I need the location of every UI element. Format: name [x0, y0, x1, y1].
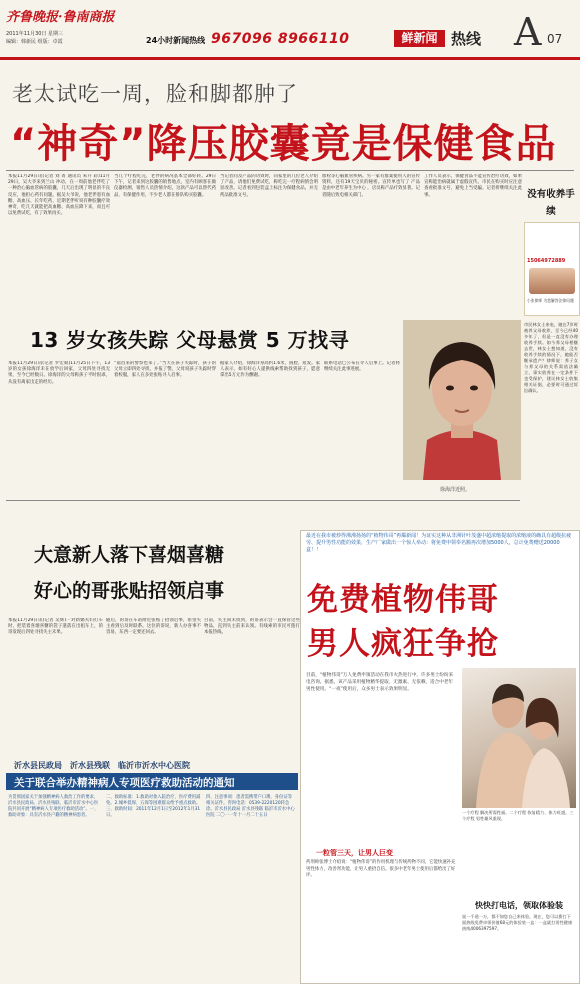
- story1-column-4: 血栓等心脑血管疾病。另一家有群案使用人的宣传资料，还有19天宝贝的秘密。宣传单也写了 产品是由中老年养生为中心 ，店员称产品疗效显著。记者随后致电相关部门。: [322, 174, 420, 198]
- story1-kicker: 老太试吃一周，脸和脚都肿了: [12, 82, 298, 106]
- notice-column-1: 为贯彻国家关于加强精神病人救治工作的要求，沂水县民政局、沂水县残联、临沂市沂水中心医院共同开展“精神病人专项医疗救助活动”。一、救助对象：具有沂水县户籍的精神病患者。: [8, 795, 99, 819]
- notice-organizations: 沂水县民政局 沂水县残联 临沂市沂水中心医院: [14, 761, 190, 770]
- story3-column-3: 目前，失主尚未找到，的哥表示会一直保管这些物品，直到失主前来认领。有线索的市民可拨打本报热线。: [204, 618, 300, 636]
- story1-column-2: 当几个疗程吃完，老伴的病况基本全部好转。29日下午，记者来到这胶囊的销售地点，室内有顾客在做仪器检测，销售人员热情介绍，这款产品可以替代药品，有保健作用，不少老人都在排队购买胶囊。: [114, 174, 216, 198]
- story1-headline: “神奇”降压胶囊竟是保健食品: [10, 121, 557, 167]
- ad-cta-body: 说一千道一万，都不如您自己来体验。现在，您可以拨打下面热线免费申领价值68元的体验装一盒：一盒就打男性健康热线4006397597。: [462, 914, 573, 932]
- story2-column-2: “南昌来的警察也来了。”当天在孩子失踪时，孩子的父母立即四处寻找，并报了警。父母说孩子失踪时穿着校服，家人在多处张贴寻人启事。: [114, 361, 216, 379]
- section-name: 热线: [451, 30, 482, 48]
- story1-column-3: 当记者问及产品的功效时，向家里的几位老人介绍了产品，请他们免费试吃，称吃完一疗程病情会明显改善。记者看到包装盒上标注为保健食品，并无药品批准文号。: [220, 174, 318, 198]
- ad-headline-line2: 男人疯狂争抢: [307, 626, 499, 662]
- missing-girl-photo: [403, 320, 521, 480]
- sidebar-title: 没有收养手续: [527, 189, 575, 217]
- ad-subhead: 一粒管三天，让男人巨变: [316, 849, 393, 857]
- story3-headline-line1: 大意新人落下喜烟喜糖: [34, 544, 225, 566]
- story3-column-1: 本报11月29日讯(记者 吴辉)一对新婚夫妇打车时，把装着喜烟喜糖的袋子遗落在出租车上，的哥发现后四处寻找失主未果。: [8, 618, 103, 636]
- story2-column-1: 本报11月29日讯(记者 罗宏斌)11月25日下午，13岁的女孩徐海洋未在放学后回家，父母四处寻找无果，至今已经数日。徐海洋的父母称孩子平时很乖，从没有离家出走的经历。: [8, 361, 110, 385]
- ad-intro: 最近在我市被炒得沸沸扬扬的“植物伟哥”再爆新闻！为证实这种从非洲针叶茂盛中超浓缩提取的浓缩液的确具有超级抗疲劳、提升男性功能的效果，生产厂家做出一个惊人举动：将免费申领奉名额再次增加5000人，总计免费赠送20000盒！！: [306, 533, 572, 553]
- hotline-number: 967096 8966110: [211, 31, 350, 47]
- notice-title: 关于联合举办精神病人专项医疗救助活动的通知: [14, 777, 235, 789]
- notice-column-3: 四、注意事项：患者需携带户口簿、身份证等相关证件。咨询电话：0539-2220120转急诊。沂水县民政局 沂水县残联 临沂市沂水中心医院 二〇一一年十一月二十五日: [206, 795, 295, 819]
- masthead-rule: [0, 57, 580, 60]
- ad-call-to-action: 快快打电话，领取体验装: [475, 901, 563, 910]
- lawyer-ad-phone: 15064972889: [527, 258, 566, 264]
- ad-couple-photo: [462, 668, 576, 808]
- ad-body-1: 目前，“植物伟哥”万人免费申领活动在我市火热进行中，许多男士纷纷来电咨询。据悉，该产品采用植物精华提取，无激素、无依赖，适合中老年男性使用。“一夜”使用后，众多男士表示效果明显。: [306, 673, 454, 692]
- story1-column-5: 工作人员表示，保健食品不能宣传治疗功效，如果宣称能治病就属于虚假宣传。市民在购买时应注意查看批准文号，避免上当受骗。记者将继续关注此事。: [424, 174, 522, 198]
- story3-column-2: 随后，的哥在车站附近张贴了招领启事，希望失主看到后及时联系。这位的哥说，新人办喜事不容易，东西一定要还回去。: [106, 618, 201, 636]
- lawyer-ad-photo: [529, 268, 575, 294]
- sidebar-body: 市民林女士来电，她在7岁时被养父母收养，至今已经40多年了，但是一直没有办理收养手续。如今养父母相继去世，林女士想知道，没有收养手续的情况下，她能否继承遗产？律师说：养子女与养父母的关系需依法确立，事实收养在一定条件下也受保护，建议林女士收集相关证据，必要时可通过诉讼确认。: [524, 322, 578, 393]
- issue-date: 2011年11月30日 星期三: [6, 31, 64, 37]
- story2-column-3: 据家人介绍，徐海洋身高约1.6米，圆脸，短发。家人表示，如有好心人提供线索帮助找到孩子，愿意拿出5万元作为酬谢。: [220, 361, 320, 379]
- divider: [6, 500, 520, 501]
- portrait-drawing: [403, 320, 521, 480]
- story1-column-1: 本报11月29日讯(记者 刘 菁 通讯员 朱升 彩)11月29日，吴大爷来到兰山 冲动，在一周前他老伴吃了一种治心脑血管病的胶囊，几天后出现了明显的不良反应，他担心药有问题。据吴大爷说，他老伴患有血糖、高血压、长年吃药，近期老伴听说有种胶囊疗效神奇，吃几天就能把高血糖、高血压降下来，而且可以免费试吃，有了效果再买。: [8, 174, 110, 217]
- lawyer-ad-caption: 小张律师 为您解答法律问题: [527, 298, 574, 303]
- editor-credit: 编辑：韩新民 组版：卓霞: [6, 39, 63, 45]
- page-letter: A: [514, 10, 542, 54]
- story3-headline-line2: 好心的哥张贴招领启事: [34, 580, 225, 602]
- ad-body-2: 药剂师张博士介绍说：“植物伟哥”的作用机理与传统药物不同，它能快速补充男性体力，改善肾功能，让男人重拾自信。很多中老年男士使用后都给出了好评。: [306, 860, 456, 879]
- notice-column-2: 二、救助标准：1.救助对象入院治疗，医疗费用减免。2.城乡低保、五保等困难群众给予重点救助。三、救助时间：2011年12月1日至2012年1月31日。: [106, 795, 201, 819]
- ad-headline-line1: 免费植物伟哥: [307, 582, 499, 618]
- ad-treatment-column: 一个疗程 解决所需性福。二个疗程 恢复精力、体力旺盛。三个疗程 男性雄风重现。: [462, 810, 574, 822]
- story2-column-4: 联系电话已公布在寻人启事上。记者将继续关注此事进展。: [324, 361, 400, 373]
- paper-name: 齐鲁晚报·鲁南商报: [6, 10, 115, 25]
- divider: [6, 170, 574, 171]
- photo-caption: 徐海洋近照。: [440, 487, 471, 493]
- couple-drawing: [462, 668, 576, 808]
- story2-headline: 13 岁女孩失踪 父母悬赏 5 万找寻: [30, 328, 350, 352]
- page-number: 07: [547, 32, 563, 46]
- section-tag: 鲜新闻: [394, 30, 445, 47]
- hotline-label: 24小时新闻热线: [146, 36, 206, 45]
